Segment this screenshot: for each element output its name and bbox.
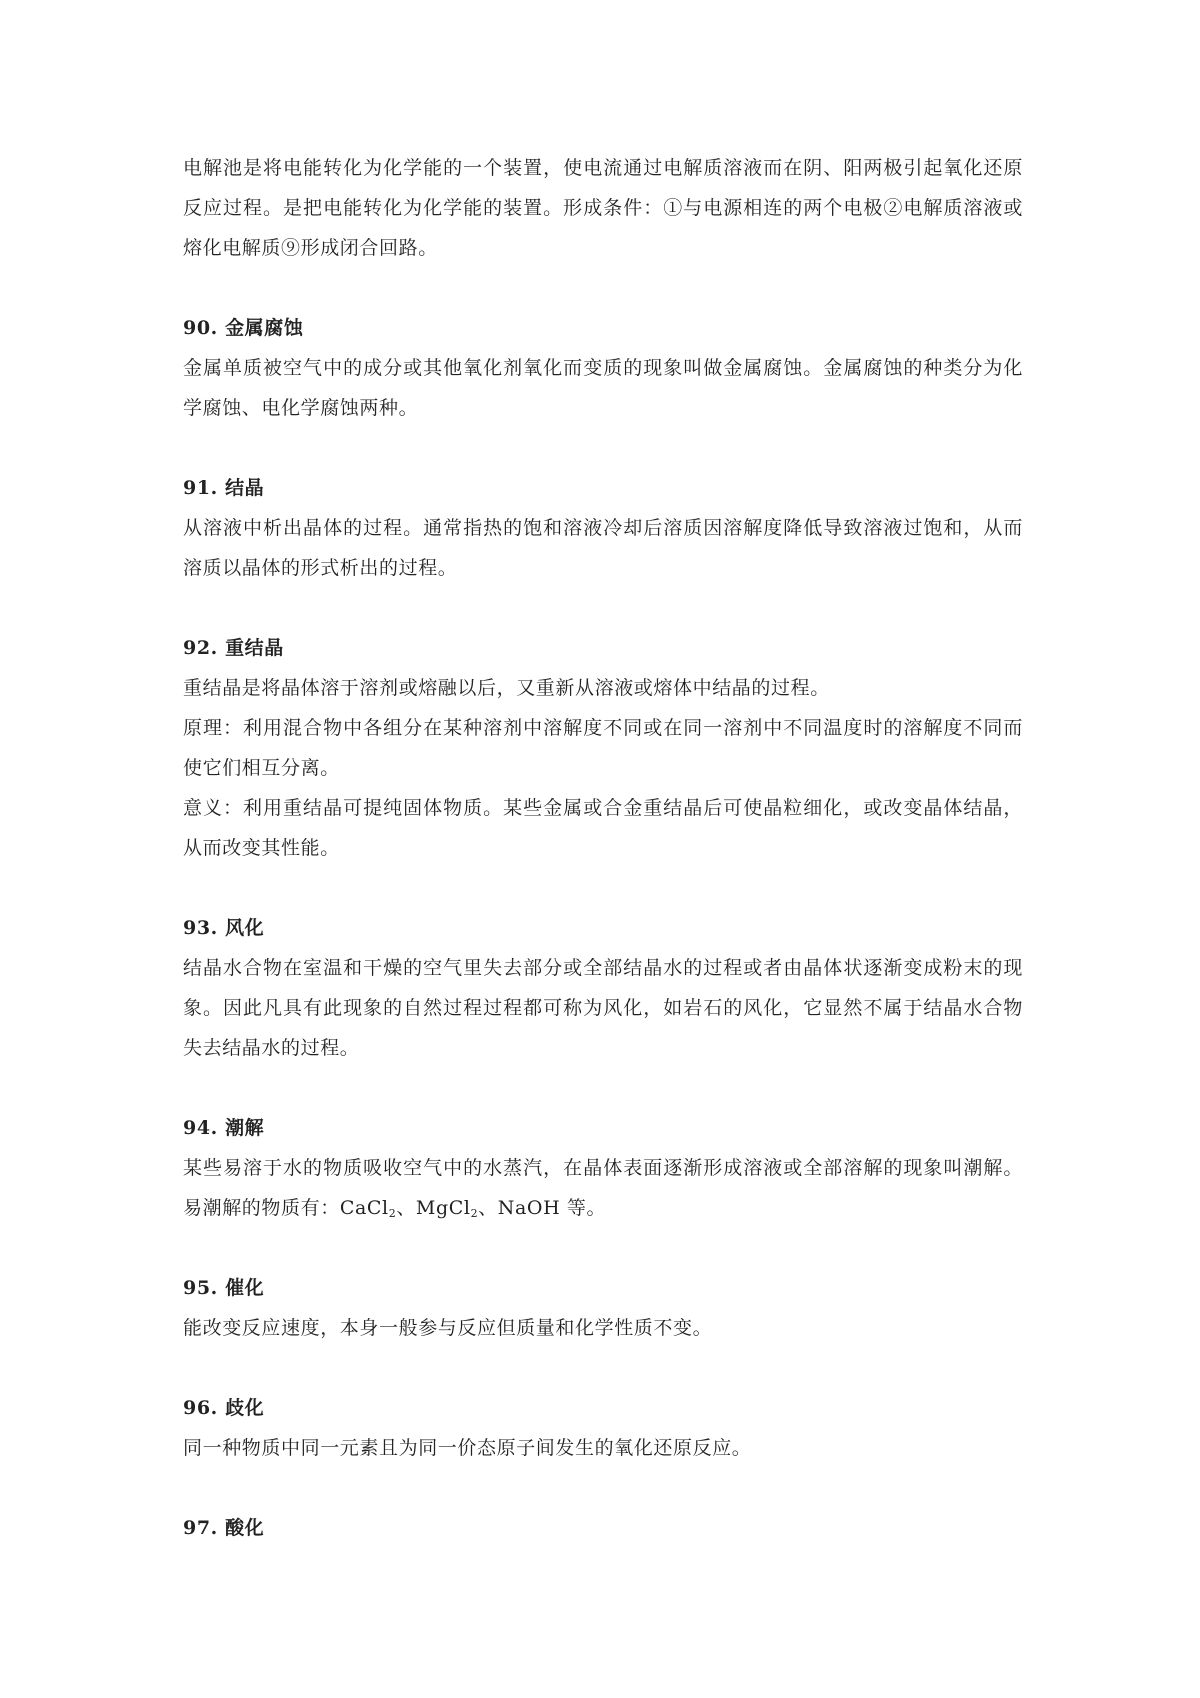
- formula-mgcl2: MgCl$_2$: [415, 1197, 479, 1220]
- document-page: [183, 148, 1023, 1548]
- s91-paragraph: 从溶液中析出晶体的过程。通常指热的饱和溶液冷却后溶质因溶解度降低导致溶液过饱和，从而溶质以晶体的形式析出的过程。: [183, 517, 1023, 579]
- s94-paragraph: 某些易溶于水的物质吸收空气中的水蒸汽，在晶体表面逐渐形成溶液或全部溶解的现象叫潮解。易潮解的物质有：CaCl$_2$、MgCl$_2$、NaOH 等。: [183, 1157, 1023, 1220]
- s95-paragraph: 能改变反应速度，本身一般参与反应但质量和化学性质不变。: [183, 1317, 713, 1339]
- heading-91: 91. 结晶: [183, 477, 265, 499]
- heading-95: 95. 催化: [183, 1277, 265, 1299]
- s94-text: 某些易溶于水的物质吸收空气中的水蒸汽，在晶体表面逐渐形成溶液或全部溶解的现象叫潮解。易潮解的物质有：: [183, 1157, 1023, 1219]
- formula-naoh: NaOH: [497, 1197, 561, 1219]
- s92-paragraph-significance: 意义：利用重结晶可提纯固体物质。某些金属或合金重结晶后可使晶粒细化，或改变晶体结晶，从而改变其性能。: [183, 797, 1023, 859]
- s92-paragraph-principle: 原理：利用混合物中各组分在某种溶剂中溶解度不同或在同一溶剂中不同温度时的溶解度不同而使它们相互分离。: [183, 717, 1023, 779]
- intro-paragraph: 电解池是将电能转化为化学能的一个装置，使电流通过电解质溶液而在阴、阳两极引起氧化还原反应过程。是把电能转化为化学能的装置。形成条件：①与电源相连的两个电极②电解质溶液或熔化电解质⑨形成闭合回路。: [183, 157, 1023, 259]
- heading-93: 93. 风化: [183, 917, 265, 939]
- s96-paragraph: 同一种物质中同一元素且为同一价态原子间发生的氧化还原反应。: [183, 1437, 752, 1459]
- heading-90: 90. 金属腐蚀: [183, 317, 304, 339]
- heading-96: 96. 歧化: [183, 1397, 265, 1419]
- s93-paragraph: 结晶水合物在室温和干燥的空气里失去部分或全部结晶水的过程或者由晶体状逐渐变成粉末的现象。因此凡具有此现象的自然过程过程都可称为风化，如岩石的风化，它显然不属于结晶水合物失去结晶水的过程。: [183, 957, 1023, 1059]
- s92-paragraph-1: 重结晶是将晶体溶于溶剂或熔融以后，又重新从溶液或熔体中结晶的过程。: [183, 677, 830, 699]
- heading-94: 94. 潮解: [183, 1117, 265, 1139]
- heading-97: 97. 酸化: [183, 1517, 265, 1539]
- heading-92: 92. 重结晶: [183, 637, 284, 659]
- formula-cacl2: CaCl$_2$: [339, 1197, 397, 1220]
- s90-paragraph: 金属单质被空气中的成分或其他氧化剂氧化而变质的现象叫做金属腐蚀。金属腐蚀的种类分为化学腐蚀、电化学腐蚀两种。: [183, 357, 1023, 419]
